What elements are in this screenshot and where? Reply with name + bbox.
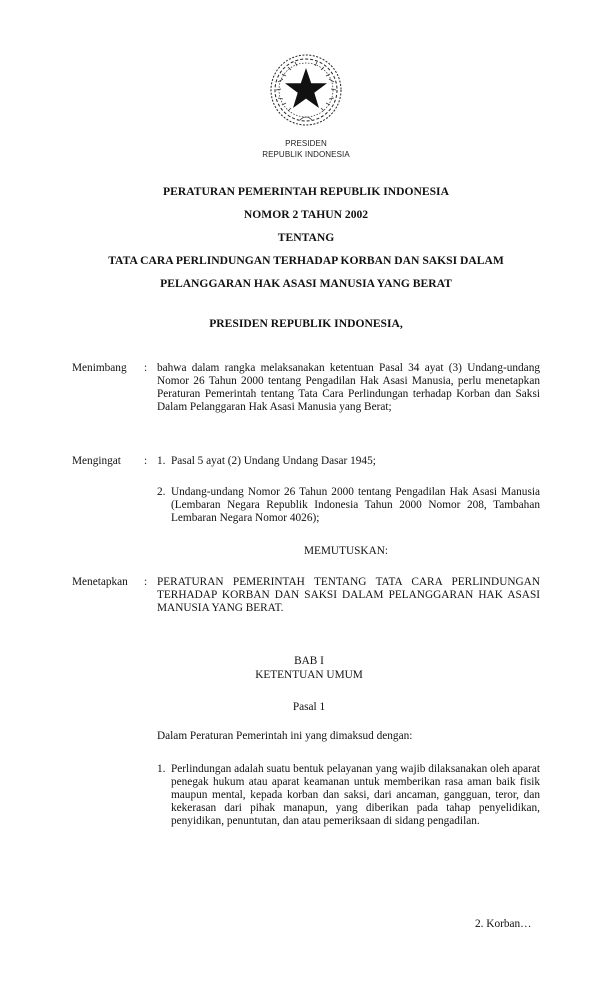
presidential-emblem-icon <box>268 52 344 128</box>
title-line-5: PELANGGARAN HAK ASASI MANUSIA YANG BERAT <box>160 277 452 290</box>
menimbang-label: Menimbang <box>72 362 127 374</box>
title-line-2: NOMOR 2 TAHUN 2002 <box>243 208 369 221</box>
header-presiden: PRESIDEN <box>285 139 327 148</box>
title-line-1: PERATURAN PEMERINTAH REPUBLIK INDONESIA <box>163 185 449 198</box>
mengingat-item-2-text: Undang-undang Nomor 26 Tahun 2000 tentang Pengadilan Hak Asasi Manusia (Lembaran Negara Republik Indonesia Tahun 2000 Nomor 208, Tambahan Lembaran Negara Nomor 4026); <box>171 486 540 524</box>
president-heading: PRESIDEN REPUBLIK INDONESIA, <box>209 317 403 330</box>
bab-title: KETENTUAN UMUM <box>255 669 363 681</box>
menetapkan-colon: : <box>144 576 148 588</box>
memutuskan-heading: MEMUTUSKAN: <box>303 545 389 557</box>
title-line-3: TENTANG <box>277 231 335 244</box>
mengingat-item-1-num: 1. <box>157 455 166 467</box>
menimbang-text: bahwa dalam rangka melaksanakan ketentuan Pasal 34 ayat (3) Undang-undang Nomor 26 Tahun 2000 tentang Pengadilan Hak Asasi Manusia, perlu menetapkan Peraturan Pemerintah tentang Tata Cara Perlindungan terhadap Korban dan Saksi Dalam Pelanggaran Hak Asasi Manusia yang Berat; <box>157 362 540 413</box>
menimbang-colon: : <box>144 362 148 374</box>
mengingat-item-1-text: Pasal 5 ayat (2) Undang Undang Dasar 1945; <box>171 455 376 467</box>
pasal-item-1-num: 1. <box>157 763 166 775</box>
pasal-title: Pasal 1 <box>292 701 326 713</box>
bab-number: BAB I <box>294 655 324 667</box>
mengingat-colon: : <box>144 455 148 467</box>
pasal-item-1-text: Perlindungan adalah suatu bentuk pelayanan yang wajib dilaksanakan oleh aparat penegak hukum atau aparat keamanan untuk memberikan rasa aman baik fisik maupun mental, kepada korban dan saksi, dari ancaman, gangguan, teror, dan kekerasan dari pihak manapun, yang diberikan pada tahap penyelidikan, penyidikan, penuntutan, dan atau pemeriksaan di sidang pengadilan. <box>171 763 540 827</box>
mengingat-item-2-num: 2. <box>157 486 166 498</box>
title-line-4: TATA CARA PERLINDUNGAN TERHADAP KORBAN DAN SAKSI DALAM <box>108 254 504 267</box>
menetapkan-text: PERATURAN PEMERINTAH TENTANG TATA CARA PERLINDUNGAN TERHADAP KORBAN DAN SAKSI DALAM PELANGGARAN HAK ASASI MANUSIA YANG BERAT. <box>157 576 540 614</box>
menetapkan-label: Menetapkan <box>72 576 128 588</box>
pasal-intro: Dalam Peraturan Pemerintah ini yang dimaksud dengan: <box>157 730 413 742</box>
page-continuation: 2. Korban… <box>475 918 532 930</box>
mengingat-label: Mengingat <box>72 455 121 467</box>
header-republik-indonesia: REPUBLIK INDONESIA <box>262 150 350 159</box>
